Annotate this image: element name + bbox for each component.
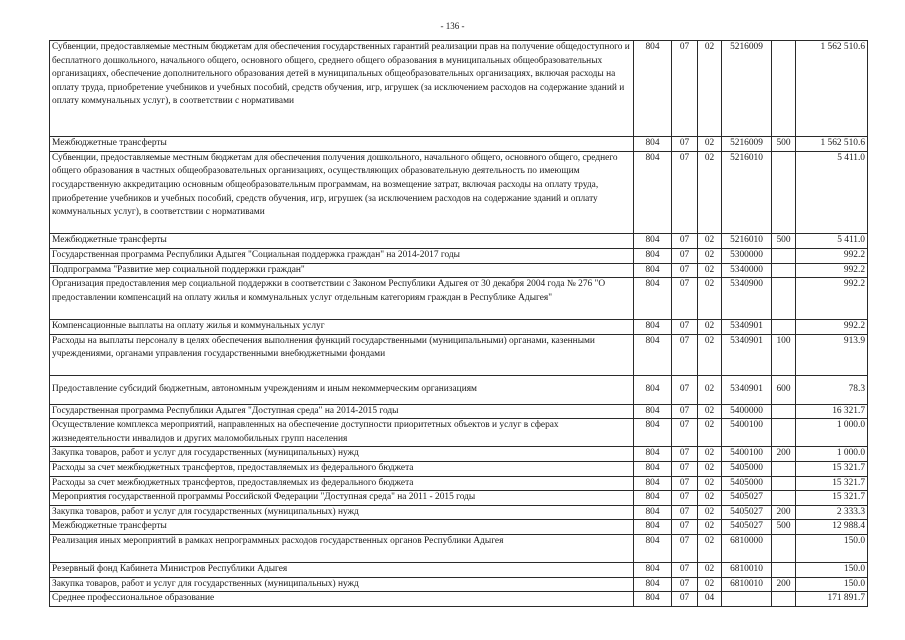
row-target-code-cell: 5400000 — [722, 404, 772, 419]
row-name-cell: Закупка товаров, работ и услуг для государственных (муниципальных) нужд — [50, 505, 634, 520]
row-amount-cell: 171 891.7 — [796, 592, 868, 607]
row-expense-type-cell — [772, 461, 796, 476]
row-target-code-cell: 5340900 — [722, 278, 772, 320]
table-row — [50, 592, 868, 607]
row-ministry-code-cell: 804 — [634, 534, 672, 562]
table-row — [50, 334, 868, 376]
table-row — [50, 563, 868, 578]
row-expense-type-cell — [772, 419, 796, 447]
row-name-cell: Субвенции, предоставляемые местным бюджетам для обеспечения получения дошкольного, начального общего, основного общего, среднего общего образования в частных общеобразовательных организациях, осуществляющих образовательную деятельность по имеющим государственную аккредитацию основным общеобразовательным программам, на возмещение затрат, включая расходы на оплату труда, приобретение учебников и учебных пособий, средств обучения, игр, игрушек (за исключением расходов на содержание зданий и оплату коммунальных услуг), в соответствии с нормативами — [50, 151, 634, 234]
table-row — [50, 404, 868, 419]
row-name-cell: Расходы за счет межбюджетных трансфертов, предоставляемых из федерального бюджета — [50, 476, 634, 491]
row-expense-type-cell — [772, 278, 796, 320]
row-amount-cell: 1 000.0 — [796, 447, 868, 462]
row-subsection-code-cell: 02 — [698, 278, 722, 320]
row-subsection-code-cell: 02 — [698, 520, 722, 535]
table-row — [50, 447, 868, 462]
row-subsection-code-cell: 02 — [698, 577, 722, 592]
row-target-code-cell: 5405027 — [722, 505, 772, 520]
row-target-code-cell: 5400100 — [722, 419, 772, 447]
row-expense-type-cell — [772, 491, 796, 506]
row-name-cell: Реализация иных мероприятий в рамках непрограммных расходов государственных органов Республики Адыгея — [50, 534, 634, 562]
row-expense-type-cell: 500 — [772, 234, 796, 249]
row-ministry-code-cell: 804 — [634, 520, 672, 535]
row-expense-type-cell: 200 — [772, 447, 796, 462]
row-amount-cell: 1 562 510.6 — [796, 137, 868, 152]
row-amount-cell: 15 321.7 — [796, 461, 868, 476]
row-subsection-code-cell: 02 — [698, 248, 722, 263]
row-amount-cell: 2 333.3 — [796, 505, 868, 520]
row-ministry-code-cell: 804 — [634, 563, 672, 578]
row-expense-type-cell — [772, 41, 796, 137]
row-ministry-code-cell: 804 — [634, 404, 672, 419]
row-section-code-cell: 07 — [672, 319, 698, 334]
row-target-code-cell: 5340901 — [722, 376, 772, 404]
table-row — [50, 137, 868, 152]
row-name-cell: Организация предоставления мер социальной поддержки в соответствии с Законом Республики Адыгея от 30 декабря 2004 года № 276 "О предоставлении компенсаций на оплату жилья и коммунальных услуг отдельным категориям граждан в Республике Адыгея" — [50, 278, 634, 320]
row-ministry-code-cell: 804 — [634, 278, 672, 320]
row-expense-type-cell — [772, 151, 796, 234]
row-ministry-code-cell: 804 — [634, 263, 672, 278]
row-ministry-code-cell: 804 — [634, 319, 672, 334]
row-subsection-code-cell: 02 — [698, 151, 722, 234]
row-ministry-code-cell: 804 — [634, 505, 672, 520]
row-name-cell: Закупка товаров, работ и услуг для государственных (муниципальных) нужд — [50, 447, 634, 462]
row-amount-cell: 5 411.0 — [796, 234, 868, 249]
row-target-code-cell — [722, 592, 772, 607]
row-amount-cell: 1 562 510.6 — [796, 41, 868, 137]
row-amount-cell: 1 000.0 — [796, 419, 868, 447]
row-ministry-code-cell: 804 — [634, 151, 672, 234]
row-amount-cell: 15 321.7 — [796, 491, 868, 506]
row-subsection-code-cell: 02 — [698, 505, 722, 520]
row-subsection-code-cell: 02 — [698, 137, 722, 152]
row-amount-cell: 15 321.7 — [796, 476, 868, 491]
table-row — [50, 234, 868, 249]
table-row — [50, 419, 868, 447]
row-expense-type-cell — [772, 592, 796, 607]
row-expense-type-cell — [772, 319, 796, 334]
row-expense-type-cell: 500 — [772, 137, 796, 152]
row-ministry-code-cell: 804 — [634, 447, 672, 462]
row-target-code-cell: 5405027 — [722, 520, 772, 535]
row-ministry-code-cell: 804 — [634, 248, 672, 263]
row-expense-type-cell: 100 — [772, 334, 796, 376]
row-section-code-cell: 07 — [672, 563, 698, 578]
row-subsection-code-cell: 02 — [698, 234, 722, 249]
row-subsection-code-cell: 02 — [698, 447, 722, 462]
row-target-code-cell: 5405027 — [722, 491, 772, 506]
row-ministry-code-cell: 804 — [634, 577, 672, 592]
row-section-code-cell: 07 — [672, 505, 698, 520]
table-row — [50, 505, 868, 520]
row-target-code-cell: 5216009 — [722, 41, 772, 137]
row-section-code-cell: 07 — [672, 461, 698, 476]
table-row — [50, 534, 868, 562]
row-subsection-code-cell: 02 — [698, 461, 722, 476]
row-target-code-cell: 5400100 — [722, 447, 772, 462]
table-row — [50, 263, 868, 278]
row-name-cell: Расходы на выплаты персоналу в целях обеспечения выполнения функций государственными (муниципальными) органами, казенными учреждениями, органами управления государственными внебюджетными фондами — [50, 334, 634, 376]
row-name-cell: Государственная программа Республики Адыгея "Социальная поддержка граждан" на 2014-2017 годы — [50, 248, 634, 263]
row-name-cell: Среднее профессиональное образование — [50, 592, 634, 607]
row-section-code-cell: 07 — [672, 41, 698, 137]
row-section-code-cell: 07 — [672, 263, 698, 278]
row-section-code-cell: 07 — [672, 419, 698, 447]
row-name-cell: Компенсационные выплаты на оплату жилья и коммунальных услуг — [50, 319, 634, 334]
row-section-code-cell: 07 — [672, 447, 698, 462]
row-name-cell: Предоставление субсидий бюджетным, автономным учреждениям и иным некоммерческим организациям — [50, 376, 634, 404]
table-row — [50, 41, 868, 137]
row-ministry-code-cell: 804 — [634, 334, 672, 376]
row-expense-type-cell — [772, 263, 796, 278]
row-ministry-code-cell: 804 — [634, 376, 672, 404]
row-ministry-code-cell: 804 — [634, 41, 672, 137]
row-name-cell: Межбюджетные трансферты — [50, 137, 634, 152]
row-ministry-code-cell: 804 — [634, 234, 672, 249]
row-subsection-code-cell: 02 — [698, 491, 722, 506]
table-row — [50, 248, 868, 263]
row-target-code-cell: 5300000 — [722, 248, 772, 263]
row-amount-cell: 5 411.0 — [796, 151, 868, 234]
row-name-cell: Мероприятия государственной программы Российской Федерации "Доступная среда" на 2011 - 2015 годы — [50, 491, 634, 506]
row-expense-type-cell — [772, 248, 796, 263]
row-name-cell: Резервный фонд Кабинета Министров Республики Адыгея — [50, 563, 634, 578]
table-row — [50, 577, 868, 592]
table-row — [50, 376, 868, 404]
row-expense-type-cell — [772, 404, 796, 419]
table-row — [50, 491, 868, 506]
row-name-cell: Осуществление комплекса мероприятий, направленных на обеспечение доступности приоритетных объектов и услуг в сферах жизнедеятельности инвалидов и других маломобильных групп населения — [50, 419, 634, 447]
row-subsection-code-cell: 02 — [698, 534, 722, 562]
row-expense-type-cell: 200 — [772, 505, 796, 520]
row-target-code-cell: 6810000 — [722, 534, 772, 562]
row-target-code-cell: 5405000 — [722, 461, 772, 476]
row-section-code-cell: 07 — [672, 520, 698, 535]
table-row — [50, 151, 868, 234]
table-row — [50, 520, 868, 535]
table-row — [50, 278, 868, 320]
row-name-cell: Расходы за счет межбюджетных трансфертов, предоставляемых из федерального бюджета — [50, 461, 634, 476]
row-subsection-code-cell: 02 — [698, 41, 722, 137]
row-subsection-code-cell: 02 — [698, 419, 722, 447]
row-ministry-code-cell: 804 — [634, 137, 672, 152]
row-section-code-cell: 07 — [672, 334, 698, 376]
row-subsection-code-cell: 02 — [698, 563, 722, 578]
row-expense-type-cell — [772, 476, 796, 491]
row-subsection-code-cell: 02 — [698, 334, 722, 376]
row-subsection-code-cell: 02 — [698, 319, 722, 334]
row-ministry-code-cell: 804 — [634, 476, 672, 491]
row-section-code-cell: 07 — [672, 376, 698, 404]
row-section-code-cell: 07 — [672, 248, 698, 263]
row-subsection-code-cell: 02 — [698, 376, 722, 404]
budget-table-body — [50, 41, 868, 607]
row-subsection-code-cell: 02 — [698, 263, 722, 278]
row-section-code-cell: 07 — [672, 151, 698, 234]
row-expense-type-cell: 600 — [772, 376, 796, 404]
row-section-code-cell: 07 — [672, 491, 698, 506]
row-section-code-cell: 07 — [672, 278, 698, 320]
row-subsection-code-cell: 02 — [698, 476, 722, 491]
row-name-cell: Закупка товаров, работ и услуг для государственных (муниципальных) нужд — [50, 577, 634, 592]
row-section-code-cell: 07 — [672, 137, 698, 152]
row-target-code-cell: 5340901 — [722, 319, 772, 334]
row-target-code-cell: 5340901 — [722, 334, 772, 376]
row-amount-cell: 150.0 — [796, 534, 868, 562]
row-target-code-cell: 5216009 — [722, 137, 772, 152]
row-amount-cell: 16 321.7 — [796, 404, 868, 419]
table-row — [50, 476, 868, 491]
row-expense-type-cell: 200 — [772, 577, 796, 592]
row-target-code-cell: 5216010 — [722, 234, 772, 249]
row-amount-cell: 992.2 — [796, 319, 868, 334]
row-target-code-cell: 6810010 — [722, 563, 772, 578]
row-name-cell: Государственная программа Республики Адыгея "Доступная среда" на 2014-2015 годы — [50, 404, 634, 419]
row-amount-cell: 913.9 — [796, 334, 868, 376]
row-name-cell: Подпрограмма "Развитие мер социальной поддержки граждан" — [50, 263, 634, 278]
row-expense-type-cell: 500 — [772, 520, 796, 535]
page-number: - 136 - — [440, 21, 465, 31]
row-name-cell: Субвенции, предоставляемые местным бюджетам для обеспечения государственных гарантий реализации прав на получение общедоступного и бесплатного дошкольного, начального общего, основного общего, среднего общего образования в муниципальных общеобразовательных организациях, обеспечение дополнительного образования детей в муниципальных общеобразовательных организациях, включая расходы на оплату труда, приобретение учебников и учебных пособий, средств обучения, игр, игрушек (за исключением расходов на содержание зданий и оплату коммунальных услуг), в соответствии с нормативами — [50, 41, 634, 137]
row-section-code-cell: 07 — [672, 592, 698, 607]
table-row — [50, 461, 868, 476]
row-name-cell: Межбюджетные трансферты — [50, 520, 634, 535]
row-ministry-code-cell: 804 — [634, 491, 672, 506]
row-section-code-cell: 07 — [672, 577, 698, 592]
table-row — [50, 319, 868, 334]
row-section-code-cell: 07 — [672, 476, 698, 491]
row-ministry-code-cell: 804 — [634, 419, 672, 447]
budget-table — [49, 40, 868, 607]
row-section-code-cell: 07 — [672, 234, 698, 249]
row-target-code-cell: 6810010 — [722, 577, 772, 592]
row-amount-cell: 150.0 — [796, 577, 868, 592]
row-subsection-code-cell: 02 — [698, 404, 722, 419]
row-amount-cell: 78.3 — [796, 376, 868, 404]
row-ministry-code-cell: 804 — [634, 461, 672, 476]
row-target-code-cell: 5340000 — [722, 263, 772, 278]
row-target-code-cell: 5216010 — [722, 151, 772, 234]
row-subsection-code-cell: 04 — [698, 592, 722, 607]
row-ministry-code-cell: 804 — [634, 592, 672, 607]
row-amount-cell: 12 988.4 — [796, 520, 868, 535]
row-expense-type-cell — [772, 563, 796, 578]
row-target-code-cell: 5405000 — [722, 476, 772, 491]
row-amount-cell: 992.2 — [796, 278, 868, 320]
row-expense-type-cell — [772, 534, 796, 562]
row-name-cell: Межбюджетные трансферты — [50, 234, 634, 249]
row-section-code-cell: 07 — [672, 404, 698, 419]
row-amount-cell: 150.0 — [796, 563, 868, 578]
row-section-code-cell: 07 — [672, 534, 698, 562]
row-amount-cell: 992.2 — [796, 263, 868, 278]
row-amount-cell: 992.2 — [796, 248, 868, 263]
